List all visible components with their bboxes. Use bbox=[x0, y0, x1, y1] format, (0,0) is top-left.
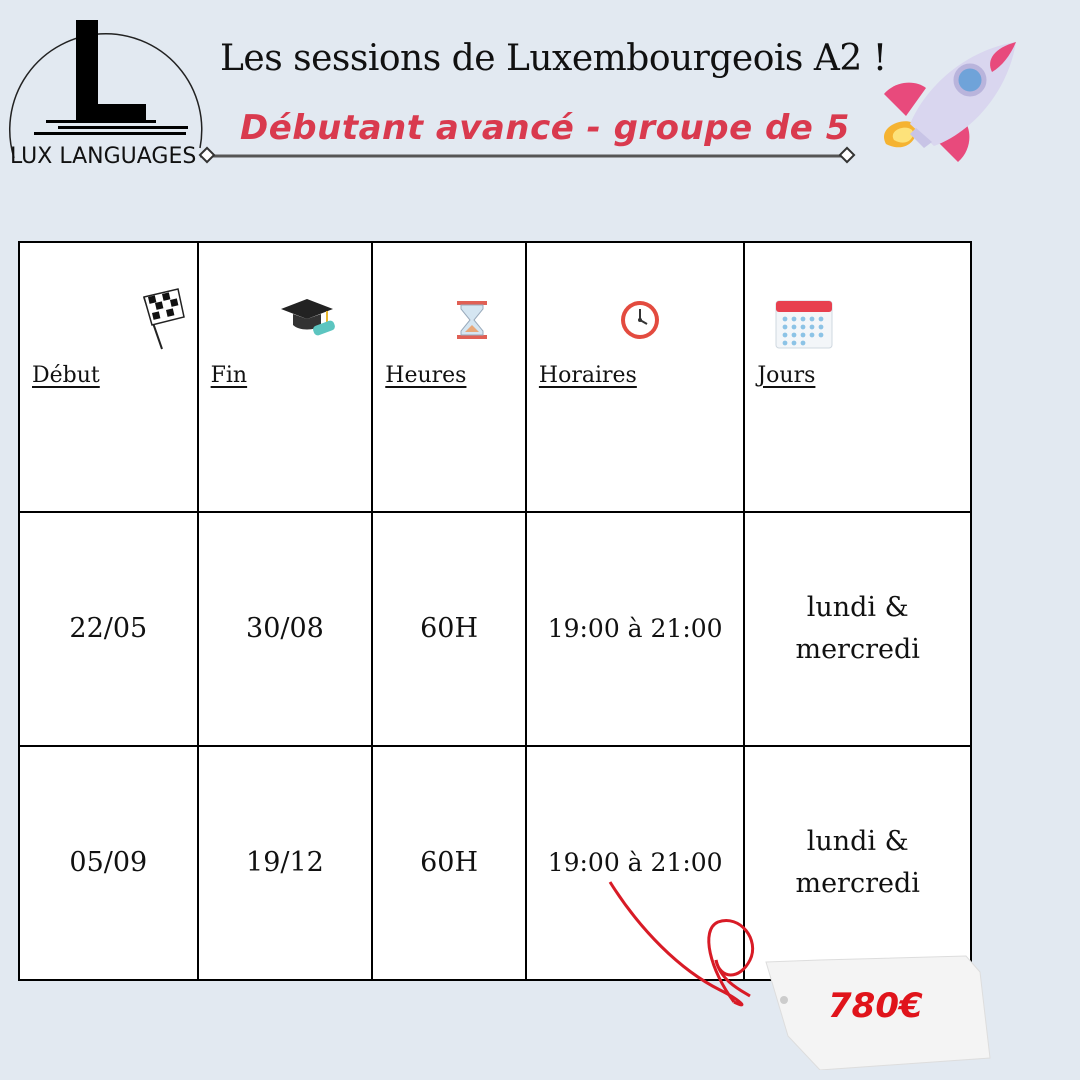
calendar-icon bbox=[775, 295, 833, 349]
page-subtitle: Débutant avancé - groupe de 5 bbox=[240, 108, 850, 148]
cell-jours bbox=[744, 512, 971, 746]
clock-icon bbox=[619, 299, 661, 341]
cell-debut: 22/05 bbox=[19, 512, 198, 746]
title-divider bbox=[0, 146, 870, 166]
jours-line-1: lundi & bbox=[806, 826, 909, 857]
logo-text: LUX LANGUAGES bbox=[10, 144, 197, 169]
brand-logo bbox=[6, 8, 206, 168]
rocket-icon bbox=[866, 36, 1026, 166]
jours-line-1: lundi & bbox=[806, 592, 909, 623]
cell-debut: 05/09 bbox=[19, 746, 198, 980]
column-header-jours bbox=[744, 242, 971, 512]
jours-line-2: mercredi bbox=[795, 634, 920, 665]
cell-fin: 19/12 bbox=[198, 746, 373, 980]
column-label: Horaires bbox=[538, 363, 637, 388]
table-row bbox=[19, 512, 971, 746]
cell-horaires: 19:00 à 21:00 bbox=[526, 746, 744, 980]
price-label: 780€ bbox=[828, 986, 923, 1026]
price-tag-icon bbox=[600, 860, 1000, 1070]
column-header-fin bbox=[198, 242, 373, 512]
column-header-horaires bbox=[526, 242, 744, 512]
column-label: Heures bbox=[385, 363, 467, 388]
column-label: Fin bbox=[210, 363, 248, 388]
column-header-debut bbox=[19, 242, 198, 512]
column-label: Jours bbox=[757, 363, 816, 388]
cell-fin: 30/08 bbox=[198, 512, 373, 746]
checkered-flag-icon bbox=[140, 287, 186, 353]
jours-line-2: mercredi bbox=[795, 868, 920, 899]
hourglass-icon bbox=[457, 301, 487, 339]
page-title: Les sessions de Luxembourgeois A2 ! bbox=[220, 38, 887, 79]
cell-horaires: 19:00 à 21:00 bbox=[526, 512, 744, 746]
table-header-row bbox=[19, 242, 971, 512]
cell-heures: 60H bbox=[372, 512, 526, 746]
cell-heures: 60H bbox=[372, 746, 526, 980]
graduation-cap-icon bbox=[279, 297, 339, 337]
column-label: Début bbox=[32, 363, 100, 388]
column-header-heures bbox=[372, 242, 526, 512]
